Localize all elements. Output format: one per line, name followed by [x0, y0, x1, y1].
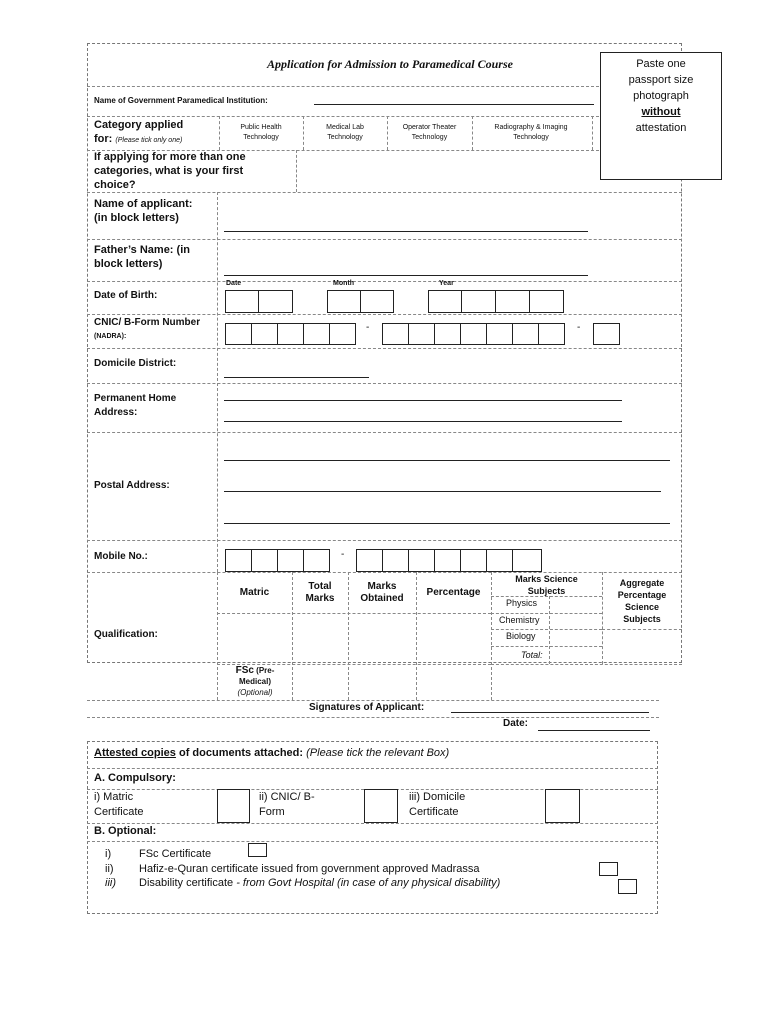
signature-line[interactable] [451, 712, 649, 713]
fsc-checkbox[interactable] [248, 843, 267, 857]
applicant-name-line[interactable] [224, 231, 588, 232]
institution-label: Name of Government Paramedical Institution: [94, 96, 268, 105]
compulsory-label: A. Compulsory: [94, 772, 176, 784]
matric-checkbox[interactable] [217, 789, 250, 823]
col-percentage: Percentage [426, 587, 481, 598]
signature-label: Signatures of Applicant: [309, 702, 425, 713]
cnic-dash-2: - [577, 322, 581, 333]
col-total-marks: Total Marks [305, 581, 335, 604]
date-line[interactable] [538, 730, 650, 731]
permanent-address-line-1[interactable] [224, 400, 622, 401]
col-matric: Matric [239, 587, 270, 598]
optional-item-fsc: i) FSc Certificate [105, 848, 212, 860]
dob-month-caption: Month [333, 280, 354, 287]
page-title: Application for Admission to Paramedical Course [267, 57, 513, 71]
postal-address-line-3[interactable] [224, 523, 670, 524]
subject-physics: Physics [506, 598, 538, 608]
permanent-address-line-2[interactable] [224, 421, 622, 422]
category-option-radiography[interactable]: Radiography & Imaging Technology [494, 124, 568, 141]
father-name-label: Father’s Name: (in block letters) [94, 244, 190, 270]
col-marks-obtained: Marks Obtained [360, 581, 404, 604]
optional-label: B. Optional: [94, 825, 157, 837]
postal-address-label: Postal Address: [94, 480, 170, 491]
category-option-medical-lab[interactable]: Medical Lab Technology [326, 124, 364, 141]
photo-note-5: attestation [635, 122, 687, 134]
institution-input-line[interactable] [314, 104, 594, 105]
optional-item-disability: iii) Disability certificate - from Govt Hospital (in case of any physical disability) [105, 877, 501, 889]
mobile-dash: - [341, 549, 345, 560]
domicile-label: Domicile District: [94, 358, 177, 369]
category-label: Category applied for: (Please tick only one) [94, 119, 184, 145]
subject-biology: Biology [506, 631, 536, 641]
father-name-line[interactable] [224, 275, 588, 276]
cnic-dash-1: - [366, 322, 370, 333]
subject-total: Total: [521, 650, 543, 660]
col-aggregate: Aggregate Percentage Science Subjects [617, 578, 667, 624]
domicile-checkbox[interactable] [545, 789, 580, 823]
compulsory-item-matric: i) Matric Certificate [94, 791, 144, 818]
compulsory-item-cnic: ii) CNIC/ B- Form [259, 791, 315, 818]
postal-address-line-1[interactable] [224, 460, 670, 461]
dob-year-caption: Year [439, 280, 454, 287]
qualification-label: Qualification: [94, 629, 158, 640]
col-science-subjects: Marks Science Subjects [515, 574, 578, 596]
postal-address-line-2[interactable] [224, 491, 661, 492]
first-choice-label: If applying for more than one categories, what is your first choice? [94, 151, 246, 191]
dob-label: Date of Birth: [94, 290, 158, 301]
attested-heading: Attested copies of documents attached: (Please tick the relevant Box) [94, 747, 450, 759]
photo-note-2: passport size [628, 74, 694, 86]
fsc-row-label: FSc (Pre- Medical) (Optional) [235, 665, 275, 697]
mobile-label: Mobile No.: [94, 551, 148, 562]
disability-checkbox[interactable] [618, 879, 637, 894]
subject-chemistry: Chemistry [499, 615, 540, 625]
cnic-checkbox[interactable] [364, 789, 398, 823]
date-label: Date: [503, 718, 529, 729]
hafiz-checkbox[interactable] [599, 862, 618, 876]
permanent-address-label: Permanent Home Address: [94, 393, 177, 418]
category-option-public-health[interactable]: Public Health Technology [240, 124, 282, 141]
dob-date-caption: Date [226, 280, 242, 287]
compulsory-item-domicile: iii) Domicile Certificate [409, 791, 466, 818]
photo-note-1: Paste one [636, 58, 686, 70]
cnic-label: CNIC/ B-Form Number (NADRA): [94, 317, 201, 340]
category-option-operator-theater[interactable]: Operator Theater Technology [402, 124, 457, 141]
photo-note-4: without [641, 106, 681, 118]
optional-item-hafiz: ii) Hafiz-e-Quran certificate issued from government approved Madrassa [105, 863, 480, 875]
applicant-name-label: Name of applicant: (in block letters) [94, 198, 193, 224]
domicile-line[interactable] [224, 377, 369, 378]
photo-note-3: photograph [633, 90, 689, 102]
photo-box [600, 52, 722, 180]
